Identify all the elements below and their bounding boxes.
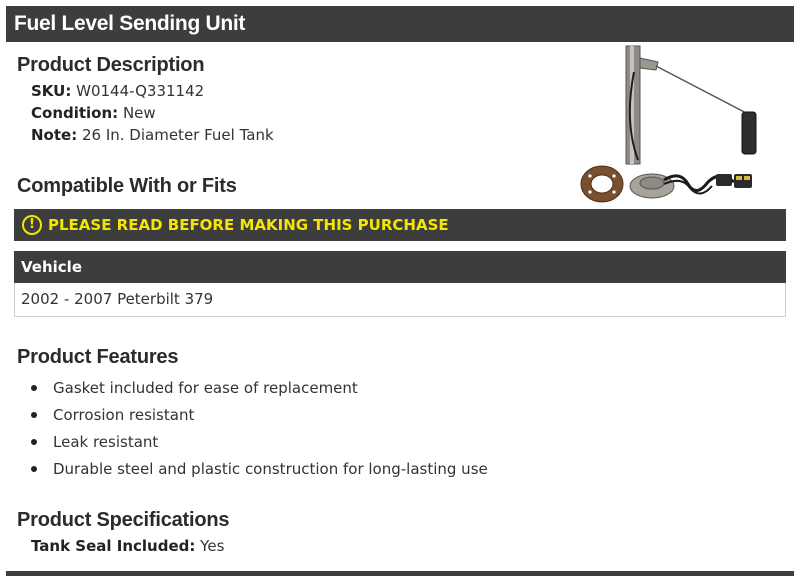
exclamation-circle-icon: ! [22,215,42,235]
tank-seal-label: Tank Seal Included: [31,537,196,555]
condition-label: Condition: [31,104,119,122]
table-row: 2002 - 2007 Peterbilt 379 [14,283,786,317]
bullet-icon [31,412,37,418]
fuel-sending-unit-image [576,42,792,210]
feature-text: Leak resistant [53,433,159,451]
warning-text: PLEASE READ BEFORE MAKING THIS PURCHASE [48,216,449,234]
vehicle-table [14,251,786,317]
tank-seal-value: Yes [200,537,225,555]
note-label: Note: [31,126,78,144]
bottom-divider [6,571,794,576]
feature-text: Corrosion resistant [53,406,195,424]
bullet-icon [31,439,37,445]
list-item [31,459,488,486]
list-item [31,432,488,459]
feature-text: Gasket included for ease of replacement [53,379,358,397]
feature-text: Durable steel and plastic construction for long-lasting use [53,460,488,478]
vehicle-column-header: Vehicle [14,251,786,283]
condition-value: New [122,104,156,122]
product-description-heading: Product Description [17,54,205,76]
sku-label: SKU: [31,82,72,100]
list-item [31,405,488,432]
page-title: Fuel Level Sending Unit [6,6,794,42]
sku-value: W0144-Q331142 [76,82,205,100]
note-value: 26 In. Diameter Fuel Tank [81,126,274,144]
compatible-heading: Compatible With or Fits [17,175,237,197]
purchase-warning-banner [14,209,786,241]
note-row [31,125,274,145]
bullet-icon [31,385,37,391]
product-specifications-heading: Product Specifications [17,509,230,531]
product-features-heading: Product Features [17,346,179,368]
condition-row [31,103,156,123]
sku-row [31,81,204,101]
tank-seal-row [31,536,224,556]
bullet-icon [31,466,37,472]
list-item [31,378,488,405]
features-list [31,378,488,486]
